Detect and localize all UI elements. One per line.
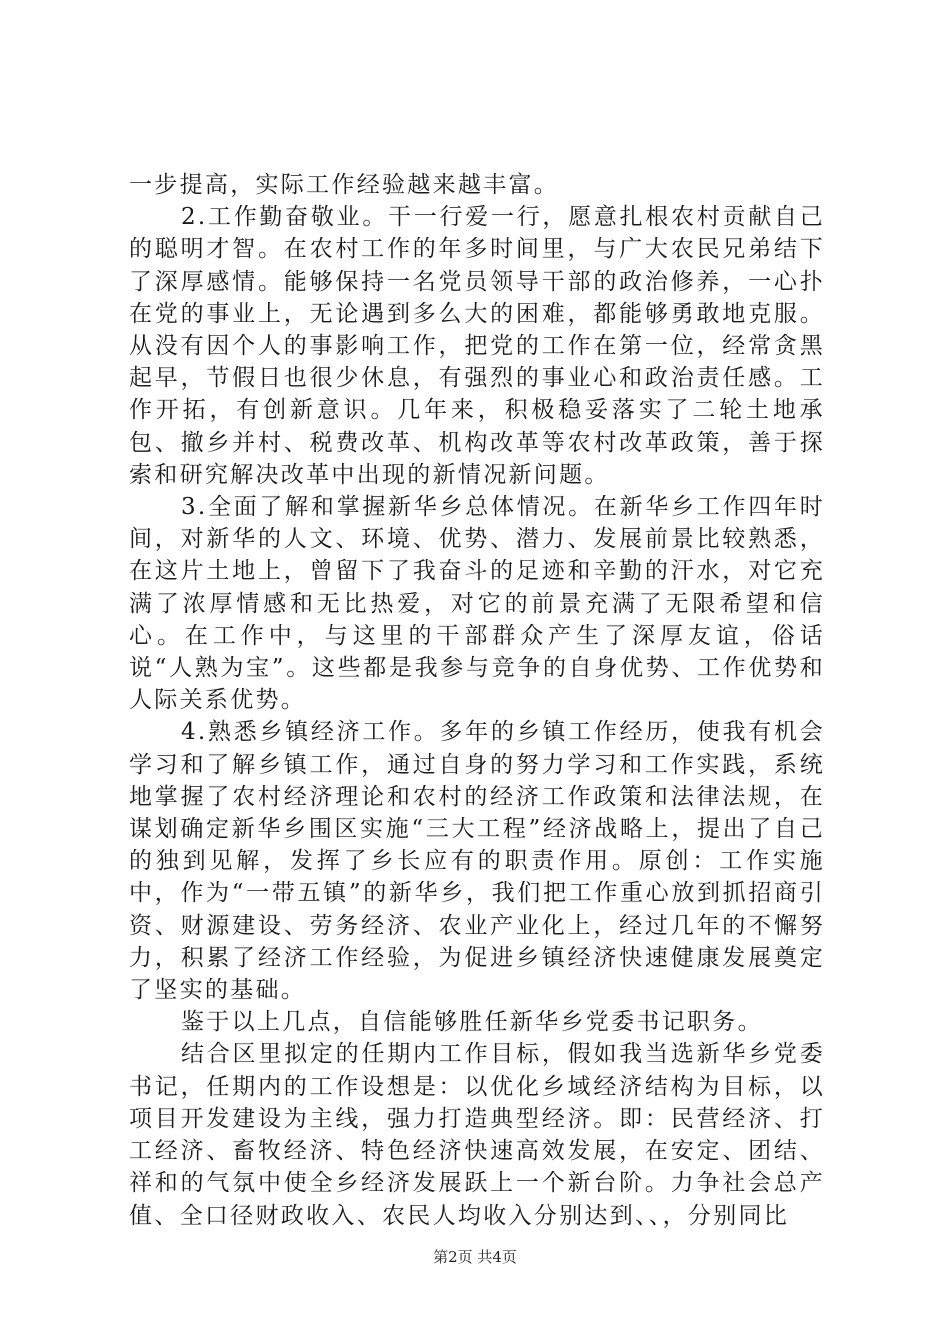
paragraph-conclusion: 鉴于以上几点，自信能够胜任新华乡党委书记职务。 bbox=[181, 1009, 763, 1036]
paragraph-economic-work: 4.熟悉乡镇经济工作。多年的乡镇工作经历，使我有机会学习和了解乡镇工作，通过自身的努力学习和工作实践，系统地掌握了农村经济理论和农村的经济工作政策和法律法规，在谋划确定新华乡围区实施“三大工程”经济战略上，提出了自己的独到见解，发挥了乡长应有的职责作用。原创：工作实施中，作为“一带五镇”的新华乡，我们把工作重心放到抓招商引资、财源建设、劳务经济、农业产业化上，经过几年的不懈努力，积累了经济工作经验，为促进乡镇经济快速健康发展奠定了坚实的基础。 bbox=[129, 719, 825, 1004]
paragraph-work-plan: 结合区里拟定的任期内工作目标，假如我当选新华乡党委书记，任期内的工作设想是：以优化乡域经济结构为目标，以项目开发建设为主线，强力打造典型经济。即：民营经济、打工经济、畜牧经济、特色经济快速高效发展，在安定、团结、祥和的气氛中使全乡经济发展跃上一个新台阶。力争社会总产值、全口径财政收入、农民人均收入分别达到、、，分别同比 bbox=[129, 1041, 825, 1229]
paragraph-work-diligence: 2.工作勤奋敬业。干一行爱一行，愿意扎根农村贡献自己的聪明才智。在农村工作的年多时间里，与广大农民兄弟结下了深厚感情。能够保持一名党员领导干部的政治修养，一心扑在党的事业上，无论遇到多么大的困难，都能够勇敢地克服。从没有因个人的事影响工作，把党的工作在第一位，经常贪黑起早，节假日也很少休息，有强烈的事业心和政治责任感。工作开拓，有创新意识。几年来，积极稳妥落实了二轮土地承包、撤乡并村、税费改革、机构改革等农村改革政策，善于探索和研究解决改革中出现的新情况新问题。 bbox=[129, 204, 825, 488]
paragraph-continuation: 一步提高，实际工作经验越来越丰富。 bbox=[129, 172, 560, 198]
page-number-footer: 第2页 共4页 bbox=[433, 1248, 517, 1266]
paragraph-township-knowledge: 3.全面了解和掌握新华乡总体情况。在新华乡工作四年时间，对新华的人文、环境、优势、潜力、发展前景比较熟悉，在这片土地上，曾留下了我奋斗的足迹和辛勤的汗水，对它充满了浓厚情感和无比热爱，对它的前景充满了无限希望和信心。在工作中，与这里的干部群众产生了深厚友谊，俗话说“人熟为宝”。这些都是我参与竞争的自身优势、工作优势和人际关系优势。 bbox=[129, 494, 825, 714]
document-body bbox=[129, 169, 825, 1232]
